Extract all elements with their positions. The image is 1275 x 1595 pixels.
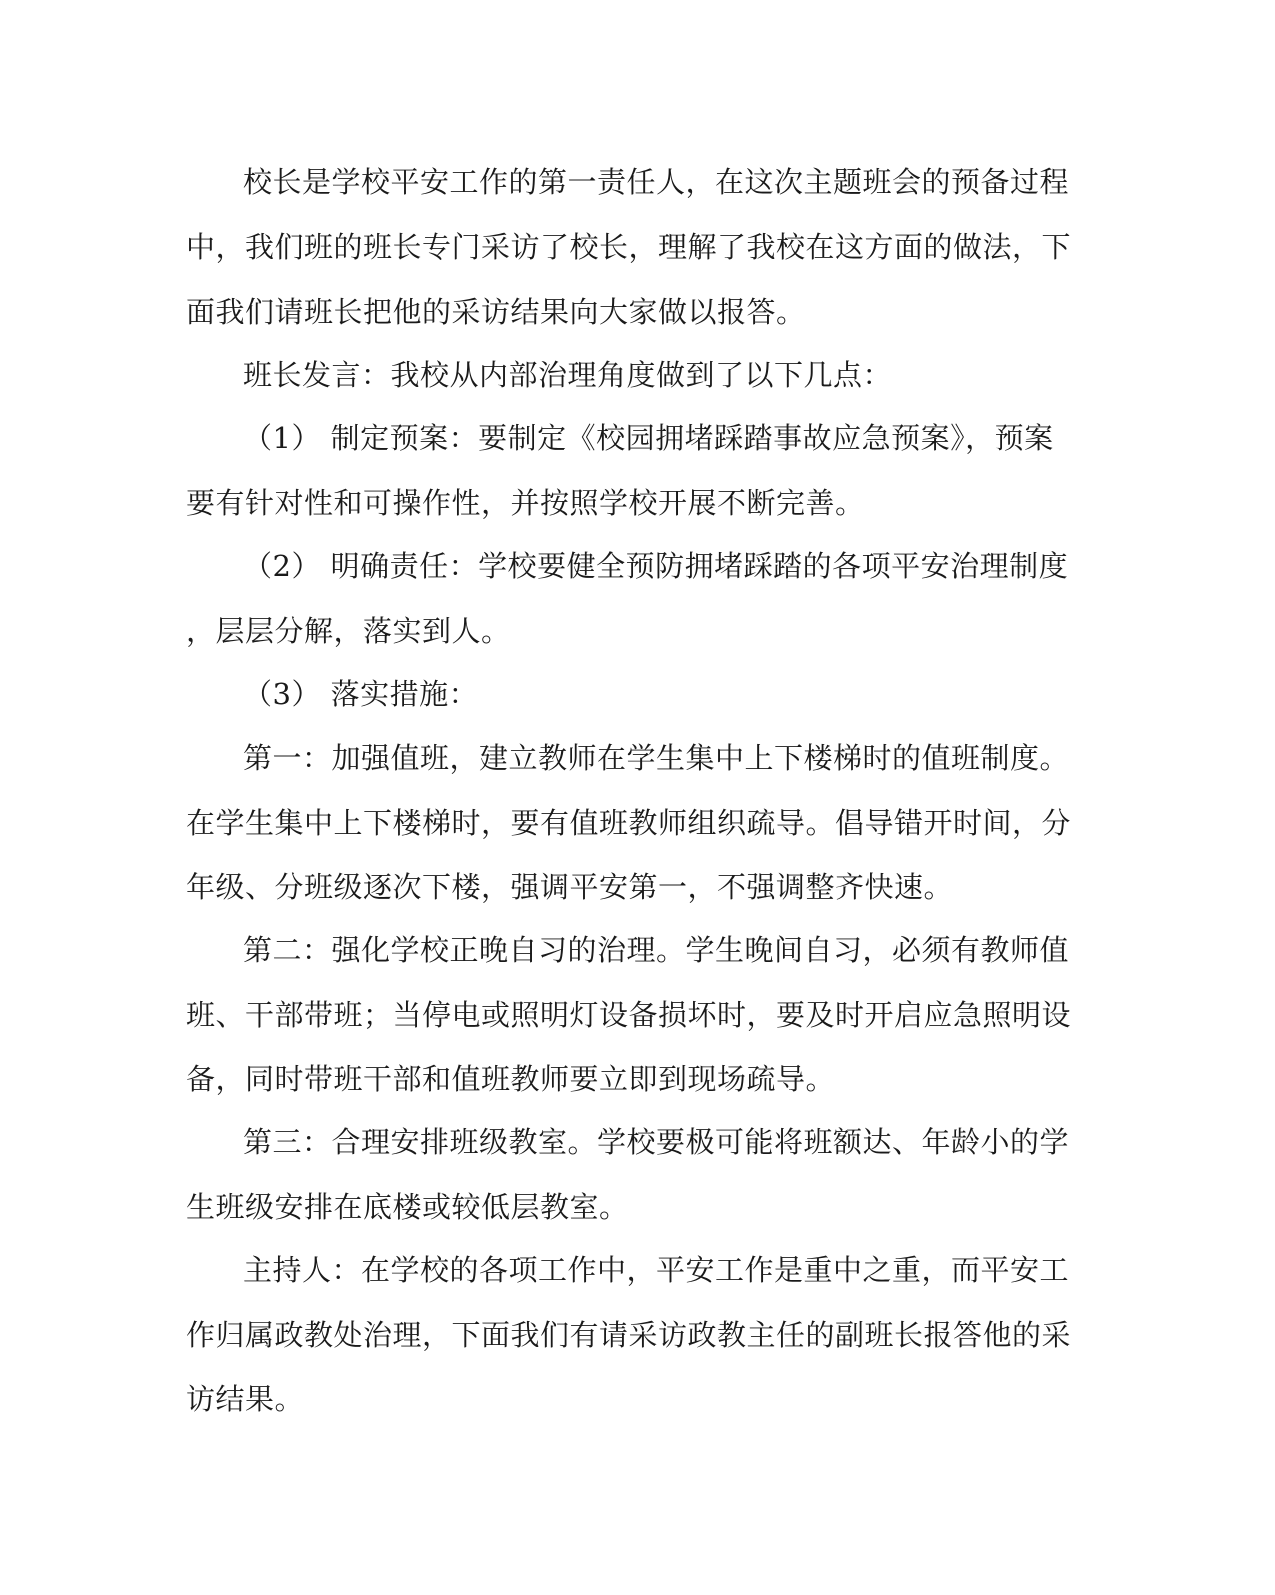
text-line: 面我们请班长把他的采访结果向大家做以报答。 [186,295,806,329]
text-line: 要有针对性和可操作性，并按照学校开展不断完善。 [186,486,865,520]
text-line: （2） 明确责任：学校要健全预防拥堵踩踏的各项平安治理制度 [243,549,1069,583]
text-line: 备，同时带班干部和值班教师要立即到现场疏导。 [186,1062,836,1096]
text-line: （3） 落实措施： [243,677,479,711]
text-line: （1） 制定预案：要制定《校园拥堵踩踏事故应急预案》，预案 [243,421,1054,455]
text-line: 校长是学校平安工作的第一责任人，在这次主题班会的预备过程 [243,165,1070,199]
text-line: 主持人：在学校的各项工作中，平安工作是重中之重，而平安工 [243,1253,1070,1287]
text-line: 生班级安排在底楼或较低层教室。 [186,1190,629,1224]
text-line: 年级、分班级逐次下楼，强调平安第一，不强调整齐快速。 [186,870,954,904]
text-line: 第三：合理安排班级教室。学校要极可能将班额达、年龄小的学 [243,1125,1070,1159]
text-line: ，层层分解，落实到人。 [186,614,511,648]
text-line: 第二：强化学校正晚自习的治理。学生晚间自习，必须有教师值 [243,933,1070,967]
text-line: 班长发言：我校从内部治理角度做到了以下几点： [243,358,893,392]
text-line: 第一：加强值班，建立教师在学生集中上下楼梯时的值班制度。 [243,741,1070,775]
text-line: 班、干部带班；当停电或照明灯设备损坏时，要及时开启应急照明设 [186,998,1072,1032]
text-line: 访结果。 [186,1382,305,1416]
text-line: 作归属政教处治理，下面我们有请采访政教主任的副班长报答他的采 [186,1318,1072,1352]
text-line: 中，我们班的班长专门采访了校长，理解了我校在这方面的做法，下 [186,230,1072,264]
text-line: 在学生集中上下楼梯时，要有值班教师组织疏导。倡导错开时间，分 [186,806,1072,840]
